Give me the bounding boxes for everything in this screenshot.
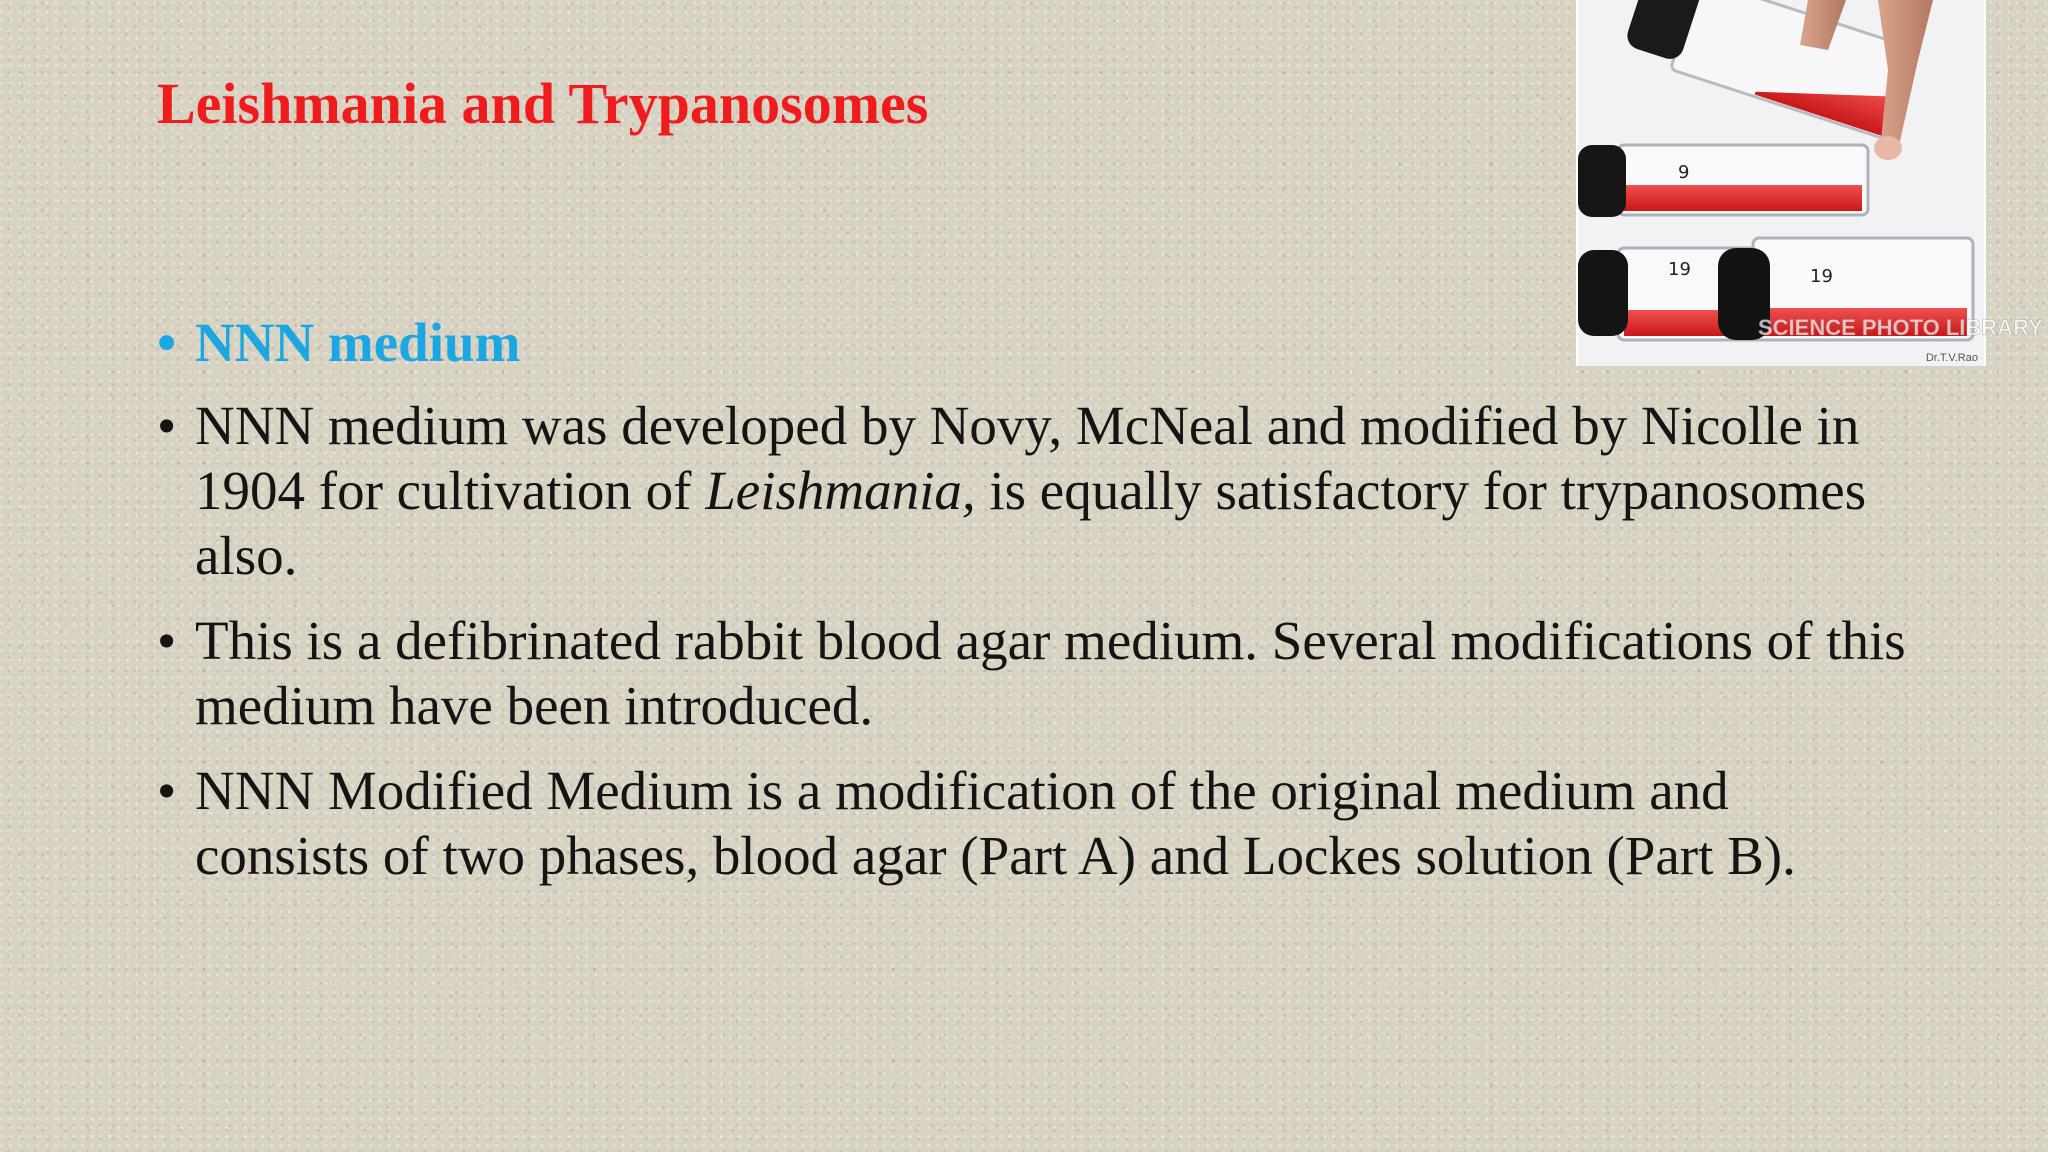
bullet-text-italic: Leishmania, bbox=[705, 460, 976, 521]
bullet-marker: • bbox=[157, 312, 177, 373]
bullet-text: NNN medium was developed by Novy, McNeal and modified by Nicolle in 1904 for cultivation of bbox=[195, 395, 1860, 521]
bullet-list bbox=[157, 310, 1907, 908]
flask-label: 19 bbox=[1810, 266, 1833, 287]
bullet-modified-medium bbox=[157, 758, 1907, 888]
bullet-text: This is a defibrinated rabbit blood agar medium. Several modifications of this medium have been introduced. bbox=[195, 610, 1906, 736]
bullet-marker: • bbox=[157, 395, 177, 456]
bullet-nnn-history bbox=[157, 393, 1907, 588]
stock-photo-stamp: SCIENCE PHOTO LIBRARY bbox=[1758, 315, 2043, 340]
bullet-text: is equally satisfactory for trypanosomes also. bbox=[195, 460, 1867, 586]
bullet-defibrinated-agar bbox=[157, 608, 1907, 738]
bullet-heading-nnn-medium bbox=[157, 310, 1907, 375]
bullet-text: NNN medium bbox=[195, 312, 521, 373]
flask-label: 9 bbox=[1678, 162, 1690, 183]
slide-title: Leishmania and Trypanosomes bbox=[157, 71, 929, 136]
bullet-text: NNN Modified Medium is a modification of the original medium and consists of two phases, blood agar (Part A) and Lockes solution (Part B). bbox=[195, 760, 1796, 886]
bullet-marker: • bbox=[157, 760, 177, 821]
flask-label: 19 bbox=[1668, 259, 1691, 280]
photo-credit: Dr.T.V.Rao bbox=[1925, 352, 1978, 364]
bullet-marker: • bbox=[157, 610, 177, 671]
